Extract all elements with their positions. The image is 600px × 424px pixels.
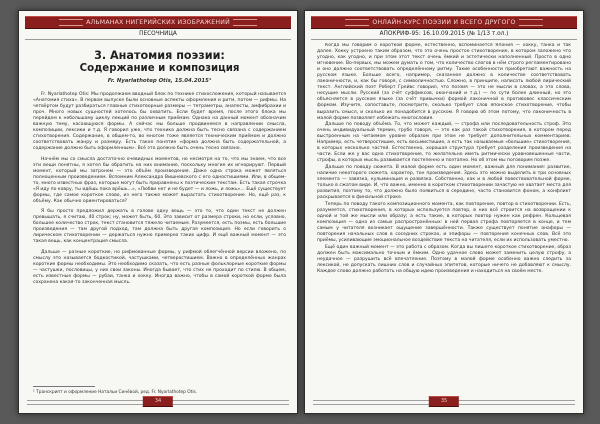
right-header-title: ОНЛАЙН-КУРС ПОЭЗИИ И ВСЕГО ДРУГОГО	[372, 19, 516, 26]
article-title-line1: 3. Анатомия поэзии:	[94, 49, 225, 62]
right-paragraph-5: Ещё один важный момент — это работа с образом. Когда вы пишете короткое стихотворение, образ должен быть максимально точным и ёмким. Одно удачное слово может заменить целую строфу, а неудачное — разрушить всё впечатление. Поэтому в малой форме особенно важно следить за лексикой, не допускать лишних слов и случайных эпитетов, которые ничего не добавляют к смыслу. Каждое слово должно работать на общую идею произведения и находиться на своём месте.	[317, 244, 571, 274]
right-page-number: 35	[429, 396, 459, 407]
left-paragraph-4: Дальше — разные короткие, но рифмованные формы, у рифмой облегчённой версии вложено, по смыслу это называется бодкостикой, частушками, четверостишием. Важно в определённых жанрах короткие формы необходимы. Это необходимо сказать, что есть разные фольклорные короткие формы — частушки, пословицы, у них свои законы. Иногда бывает, что стих не проходит по стилю. В общем, есть известные формы — рубаи, танка и хокку. Иногда важно, чтобы в самой короткой форме была сохранена какая-то законченная мысль.	[33, 249, 286, 285]
left-header-bar	[25, 16, 291, 29]
ornament-left-icon	[59, 19, 83, 26]
left-paragraph-1: Fr. Nyarlathotep Otis: Мы продолжаем вводный блок по технике стихосложения, который называется «Анатомия стиха». В первом выпуске были основные аспекты оформления и ритм, потом — рифмы. На четвёртом будут разбираться главные стихотворные размеры — тетраметры, анапесты, амфибрахии и проч. Много новых сущностей хотелось бы охватить. Если будет время, после этого блока мы перейдем к небольшому циклу лекций по различным приёмам. Однако на данный момент обозначим важную тему, касающуюся формы. А сейчас мы больше продвинемся в направлении смысла, композиции, лексики и т.д. Я говорил уже, что техника должна быть тесно связана с содержанием стихотворения. Содержание, в общем-то, во многом тоже является техническим приёмом и должно соответствовать жанру и размеру. Есть такое понятие «форма должна быть содержательной, а содержание должно быть оформленным». Всё это должно быть очень тесно связано.	[33, 92, 286, 152]
right-paragraph-2: Дальше по поводу объёма. То, что может каждый, — строфа или последовательность строф. Это очень индивидуальный термин, грубо говоря, — это как раз такой стихотворения, в котором перед выстроенным на читаемом уровне образом при этом не требует дополнительных комментариев. Например, есть четверостишие, есть восьмистишие, а есть так называемые «большие» стихотворения, в которых несколько частей. Естественно, хорошая структура требует разделения произведения на части. Если же у вас одно стихотворение, то желательно иметь ритмически уравновешенные части, строфы, в которых мысль развивается постепенно и поэтапно. Но об этом мы поговорим позже.	[317, 122, 571, 164]
left-header-title: АЛЬМАНАХ НИГЕРИЙСКИХ ИЗОБРАЖЕНИЙ	[86, 19, 230, 26]
right-page-content	[317, 43, 571, 393]
footnote: ¹ Транскрипт и оформление Натальи Синёвой, ред. Fr. Nyarlathotep Otis.	[33, 390, 198, 395]
footnote-divider	[33, 386, 95, 387]
left-paragraph-2: Начнём мы со смысла достаточно очевидных моментов, но несмотря на то, что мы знаем, что все эти вещи понятны, я хотел бы обратить на них внимание, поскольку многие их игнорируют. Первый момент, который мы затронем — это объём произведения. Даже одна строка может являться полноценным произведением. Вспомним Александра Вишневского с его одностишиями. Или, в общем-то, много известных фраз, которые могут быть приравнены к поэтическим текстам. Есть такая строчка «Я иду по ковру, ты идёшь пока врёшь…», «Любви нет и не будет — и ложь, и ложь»… Ещё существует формы, где самое короткое слово, из него также может вырастать стихотворение. Но, ещё раз, к объёму. Как обычно ориентироваться?	[33, 156, 286, 204]
ornament-left-icon	[345, 19, 369, 26]
left-page-content	[33, 43, 286, 393]
right-paragraph-1: Когда мы говорим о короткой форме, естественно, вспоминается Япония — хокку, танка и так далее. Хокку устроено таким образом, что это очень простое стихотворение, в котором заложено что угодно, как угодно, и при этом этот текст очень ёмкий и эстетически наполненный. Просто в одно мгновение. Во-первых, мы можем думать о том, что количество слогов в нём строго регламентировано и оно должно соответствовать определённому ритму. Такие особенности приобретают важность на русском языке. Больше всего, например, сказанное должно в количестве соответствовать лаконичности, и, как бы говоря, с символичностью. Сложно, в принципе, написать любой лирический текст. Английский поэт Роберт Грейвс говорил, что поэзия — это не мысли в словах, а это слова, несущие мысли. Русский (за счёт суффиксов, окончаний и т.д.) — по сути более длинный, но это объясняется в русском языке (за счёт привычки) формой лаконичной в противовес классическим формам. Изучите, сопоставьте, посмотрите, сколько требует слов японское стихотворение, чтобы выразить смысл, и сколько их понадобится в русском. Я говорю об этом потому, что лаконичность в малой форме позволяет избежать многословия.	[317, 43, 571, 121]
article-byline: Fr. Nyarlathotep Otis, 15.04.2015¹	[107, 78, 212, 84]
ornament-right-icon	[233, 19, 257, 26]
left-paragraph-3: Я бы просто предложил держать в голове одну вещь — это то, что один текст не должен превышать, я считаю, 40 строк; ну, может быть, 60. Это зависит от размера строки, но если, условно, большее количество строк, текст становится тяжело читаемым. Разумеется, есть поэмы, есть большие произведения — там другой подход, там должна быть другая композиция. Но если говорить о лирическом стихотворении — держаться нужно примерно таких цифр. И ещё важный момент — это такая вещь, как концентрация смысла.	[33, 209, 286, 245]
right-paragraph-4: Теперь по поводу такого композиционного момента, как повторение, повтор в стихотворении. Есть, разумеется, стихотворения, в которых используется повтор, в них всё строится на возвращении к одной и той же мысли или образу; а есть такие, в которых повтор нужен как рефрен. Кольцевая композиция — одна из самых распространённых: в ней первая строфа повторяется в конце, и тем самым у читателя возникает ощущение завершённости. Также существует понятие анафоры — повторения начальных слов в соседних строках, и эпифоры — повторения конечных слов. Всё это приёмы, усиливающие эмоциональное воздействие текста на читателя, если их использовать уместно.	[317, 201, 571, 243]
left-section-label: ПЕСОЧНИЦА	[25, 29, 291, 40]
ornament-right-icon	[519, 19, 543, 26]
right-section-label: АПОКРИФ-95: 16.10.09.2015 (№ 1/13 т.ол.)	[311, 29, 577, 40]
right-page	[304, 10, 584, 414]
article-title-line2: Содержание и композиция	[79, 63, 240, 74]
article-title-block	[33, 49, 286, 84]
left-page-number: 34	[143, 396, 173, 407]
left-page	[18, 10, 298, 414]
right-header-bar	[311, 16, 577, 29]
right-paragraph-3: Дальше по поводу сюжета. В малой форме есть один момент, важный для понимания: развитие, наличие некоторого сюжета, характер, тон произведения. Здесь это можно выделить в три основных элемента — завязка, кульминация и развязка. Собственно, как и в любой повествовательной форме, только в сжатом виде. И, что важно, именно в коротком стихотворении зачастую не хватает места для развития, поэтому то, что должно было появиться в середине, часто становится фоном, а конфликт раскрывается в финальной строке.	[317, 164, 571, 201]
